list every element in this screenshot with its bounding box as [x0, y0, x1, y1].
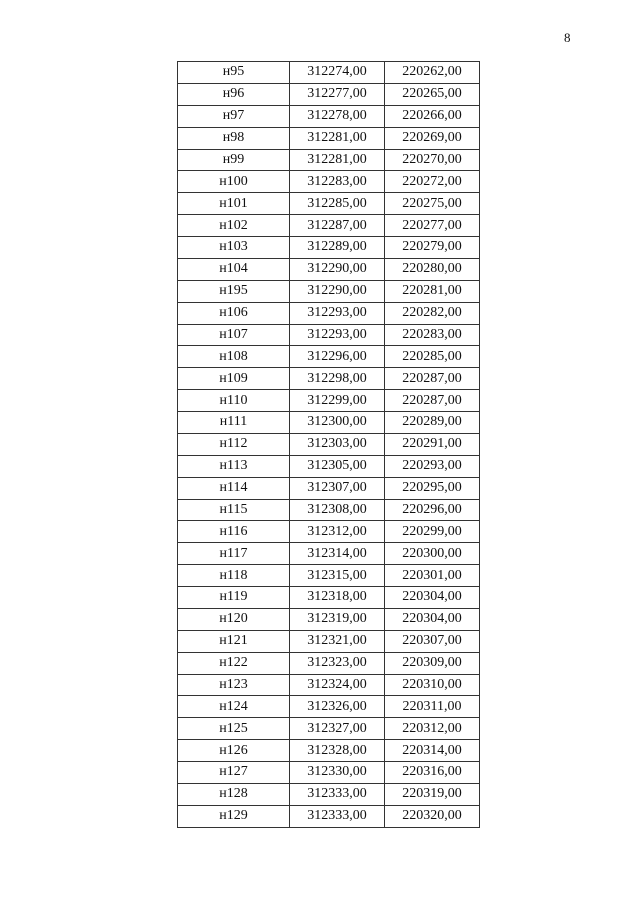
y-coordinate-cell: 220283,00 — [385, 324, 480, 346]
y-coordinate-cell: 220295,00 — [385, 477, 480, 499]
point-id-cell: н96 — [178, 83, 290, 105]
x-coordinate-cell: 312333,00 — [290, 783, 385, 805]
x-coordinate-cell: 312330,00 — [290, 762, 385, 784]
y-coordinate-cell: 220262,00 — [385, 62, 480, 84]
y-coordinate-cell: 220299,00 — [385, 521, 480, 543]
x-coordinate-cell: 312319,00 — [290, 608, 385, 630]
x-coordinate-cell: 312328,00 — [290, 740, 385, 762]
table-row — [178, 608, 480, 630]
x-coordinate-cell: 312308,00 — [290, 499, 385, 521]
table-row — [178, 587, 480, 609]
x-coordinate-cell: 312296,00 — [290, 346, 385, 368]
table-row — [178, 433, 480, 455]
x-coordinate-cell: 312274,00 — [290, 62, 385, 84]
table-row — [178, 521, 480, 543]
point-id-cell: н100 — [178, 171, 290, 193]
table-row — [178, 805, 480, 827]
y-coordinate-cell: 220309,00 — [385, 652, 480, 674]
table-row — [178, 302, 480, 324]
x-coordinate-cell: 312333,00 — [290, 805, 385, 827]
point-id-cell: н102 — [178, 215, 290, 237]
y-coordinate-cell: 220316,00 — [385, 762, 480, 784]
table-row — [178, 105, 480, 127]
y-coordinate-cell: 220287,00 — [385, 390, 480, 412]
y-coordinate-cell: 220311,00 — [385, 696, 480, 718]
y-coordinate-cell: 220277,00 — [385, 215, 480, 237]
point-id-cell: н117 — [178, 543, 290, 565]
coordinates-table-body — [178, 62, 480, 828]
y-coordinate-cell: 220312,00 — [385, 718, 480, 740]
x-coordinate-cell: 312321,00 — [290, 630, 385, 652]
x-coordinate-cell: 312293,00 — [290, 302, 385, 324]
point-id-cell: н122 — [178, 652, 290, 674]
x-coordinate-cell: 312277,00 — [290, 83, 385, 105]
table-row — [178, 368, 480, 390]
point-id-cell: н97 — [178, 105, 290, 127]
point-id-cell: н127 — [178, 762, 290, 784]
x-coordinate-cell: 312323,00 — [290, 652, 385, 674]
point-id-cell: н98 — [178, 127, 290, 149]
x-coordinate-cell: 312307,00 — [290, 477, 385, 499]
y-coordinate-cell: 220314,00 — [385, 740, 480, 762]
x-coordinate-cell: 312324,00 — [290, 674, 385, 696]
table-row — [178, 783, 480, 805]
y-coordinate-cell: 220281,00 — [385, 280, 480, 302]
x-coordinate-cell: 312287,00 — [290, 215, 385, 237]
y-coordinate-cell: 220300,00 — [385, 543, 480, 565]
y-coordinate-cell: 220266,00 — [385, 105, 480, 127]
point-id-cell: н116 — [178, 521, 290, 543]
x-coordinate-cell: 312300,00 — [290, 412, 385, 434]
x-coordinate-cell: 312289,00 — [290, 237, 385, 259]
x-coordinate-cell: 312281,00 — [290, 127, 385, 149]
y-coordinate-cell: 220279,00 — [385, 237, 480, 259]
point-id-cell: н109 — [178, 368, 290, 390]
point-id-cell: н110 — [178, 390, 290, 412]
table-row — [178, 149, 480, 171]
x-coordinate-cell: 312283,00 — [290, 171, 385, 193]
x-coordinate-cell: 312298,00 — [290, 368, 385, 390]
table-row — [178, 740, 480, 762]
y-coordinate-cell: 220287,00 — [385, 368, 480, 390]
y-coordinate-cell: 220304,00 — [385, 587, 480, 609]
x-coordinate-cell: 312290,00 — [290, 258, 385, 280]
table-row — [178, 652, 480, 674]
point-id-cell: н113 — [178, 455, 290, 477]
table-row — [178, 412, 480, 434]
y-coordinate-cell: 220319,00 — [385, 783, 480, 805]
y-coordinate-cell: 220280,00 — [385, 258, 480, 280]
point-id-cell: н118 — [178, 565, 290, 587]
table-row — [178, 324, 480, 346]
y-coordinate-cell: 220282,00 — [385, 302, 480, 324]
y-coordinate-cell: 220275,00 — [385, 193, 480, 215]
y-coordinate-cell: 220270,00 — [385, 149, 480, 171]
table-row — [178, 237, 480, 259]
table-row — [178, 455, 480, 477]
table-row — [178, 193, 480, 215]
y-coordinate-cell: 220272,00 — [385, 171, 480, 193]
x-coordinate-cell: 312281,00 — [290, 149, 385, 171]
point-id-cell: н111 — [178, 412, 290, 434]
point-id-cell: н119 — [178, 587, 290, 609]
point-id-cell: н125 — [178, 718, 290, 740]
y-coordinate-cell: 220307,00 — [385, 630, 480, 652]
y-coordinate-cell: 220285,00 — [385, 346, 480, 368]
y-coordinate-cell: 220289,00 — [385, 412, 480, 434]
point-id-cell: н195 — [178, 280, 290, 302]
table-row — [178, 127, 480, 149]
y-coordinate-cell: 220320,00 — [385, 805, 480, 827]
table-row — [178, 499, 480, 521]
point-id-cell: н95 — [178, 62, 290, 84]
table-row — [178, 696, 480, 718]
table-row — [178, 630, 480, 652]
x-coordinate-cell: 312303,00 — [290, 433, 385, 455]
coordinates-table — [177, 61, 480, 828]
point-id-cell: н101 — [178, 193, 290, 215]
y-coordinate-cell: 220269,00 — [385, 127, 480, 149]
table-row — [178, 215, 480, 237]
y-coordinate-cell: 220301,00 — [385, 565, 480, 587]
page-number: 8 — [564, 30, 571, 45]
point-id-cell: н112 — [178, 433, 290, 455]
point-id-cell: н99 — [178, 149, 290, 171]
point-id-cell: н104 — [178, 258, 290, 280]
point-id-cell: н128 — [178, 783, 290, 805]
table-row — [178, 258, 480, 280]
x-coordinate-cell: 312299,00 — [290, 390, 385, 412]
y-coordinate-cell: 220304,00 — [385, 608, 480, 630]
x-coordinate-cell: 312314,00 — [290, 543, 385, 565]
point-id-cell: н129 — [178, 805, 290, 827]
y-coordinate-cell: 220265,00 — [385, 83, 480, 105]
x-coordinate-cell: 312315,00 — [290, 565, 385, 587]
table-row — [178, 171, 480, 193]
point-id-cell: н103 — [178, 237, 290, 259]
point-id-cell: н114 — [178, 477, 290, 499]
point-id-cell: н123 — [178, 674, 290, 696]
x-coordinate-cell: 312278,00 — [290, 105, 385, 127]
table-row — [178, 280, 480, 302]
x-coordinate-cell: 312326,00 — [290, 696, 385, 718]
point-id-cell: н126 — [178, 740, 290, 762]
x-coordinate-cell: 312293,00 — [290, 324, 385, 346]
table-row — [178, 477, 480, 499]
table-row — [178, 83, 480, 105]
point-id-cell: н107 — [178, 324, 290, 346]
y-coordinate-cell: 220310,00 — [385, 674, 480, 696]
table-row — [178, 718, 480, 740]
point-id-cell: н115 — [178, 499, 290, 521]
point-id-cell: н108 — [178, 346, 290, 368]
x-coordinate-cell: 312312,00 — [290, 521, 385, 543]
point-id-cell: н124 — [178, 696, 290, 718]
point-id-cell: н121 — [178, 630, 290, 652]
y-coordinate-cell: 220293,00 — [385, 455, 480, 477]
y-coordinate-cell: 220296,00 — [385, 499, 480, 521]
table-row — [178, 62, 480, 84]
x-coordinate-cell: 312318,00 — [290, 587, 385, 609]
table-row — [178, 543, 480, 565]
x-coordinate-cell: 312285,00 — [290, 193, 385, 215]
x-coordinate-cell: 312290,00 — [290, 280, 385, 302]
table-row — [178, 390, 480, 412]
x-coordinate-cell: 312305,00 — [290, 455, 385, 477]
y-coordinate-cell: 220291,00 — [385, 433, 480, 455]
x-coordinate-cell: 312327,00 — [290, 718, 385, 740]
table-row — [178, 565, 480, 587]
point-id-cell: н106 — [178, 302, 290, 324]
point-id-cell: н120 — [178, 608, 290, 630]
table-row — [178, 762, 480, 784]
table-row — [178, 674, 480, 696]
table-row — [178, 346, 480, 368]
